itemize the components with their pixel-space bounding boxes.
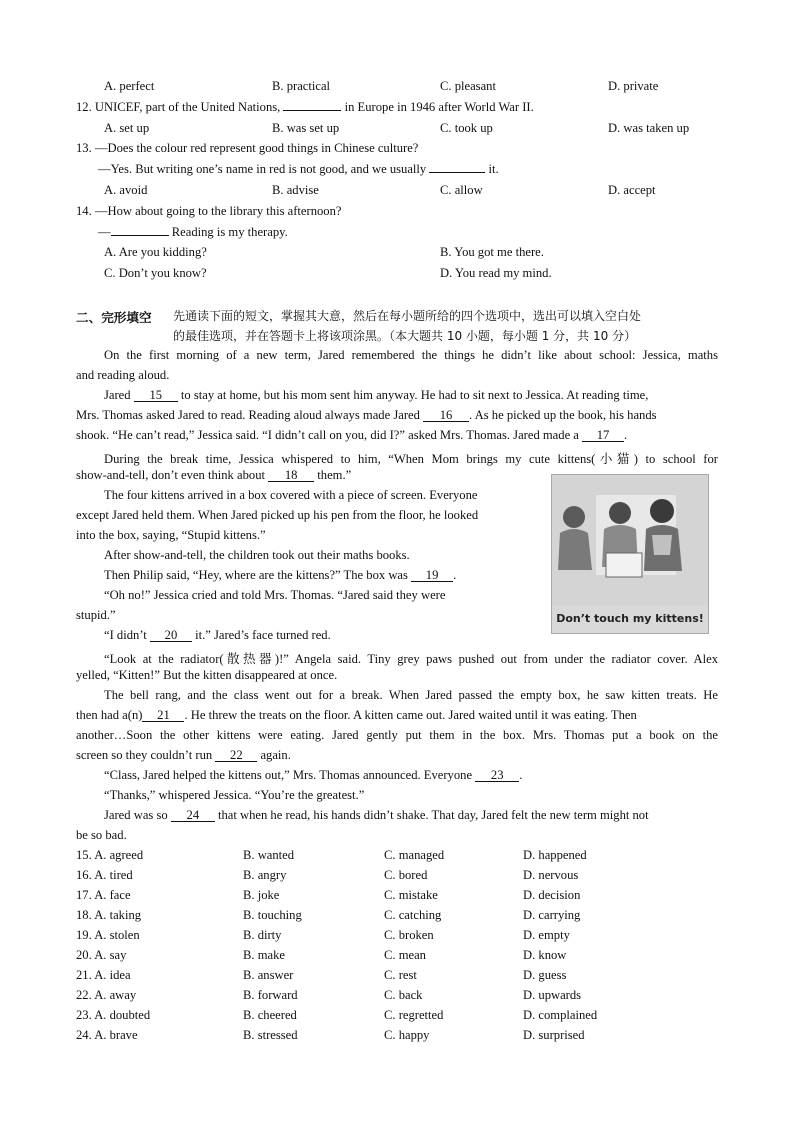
option-17-c: C. mistake: [384, 888, 438, 902]
option-20-c: C. mean: [384, 948, 426, 962]
passage-p13-line1: [76, 808, 718, 823]
q13-option-a: A. avoid: [104, 183, 148, 197]
q14-option-d: D. You read my mind.: [440, 266, 552, 280]
blank-23: 23: [475, 769, 519, 782]
option-16-c: C. bored: [384, 868, 428, 882]
passage-p13-line2: be so bad.: [76, 828, 127, 842]
kittens-illustration: [551, 474, 709, 634]
q12-option-b: B. was set up: [272, 121, 340, 135]
text-segment: “Class, Jared helped the kittens out,” Mrs. Thomas announced. Everyone: [104, 768, 476, 782]
q12-option-d: D. was taken up: [608, 121, 690, 135]
blank-18: 18: [268, 469, 314, 482]
option-19-b: B. dirty: [243, 928, 282, 942]
text-segment: .: [624, 428, 628, 442]
option-15-a: 15. A. agreed: [76, 848, 144, 862]
passage-p3-line1: During the break time, Jessica whispered to him, “When Mom brings my cute kittens(小猫) to school for: [104, 452, 718, 466]
q13-line2-post: it.: [485, 162, 499, 176]
option-16-b: B. angry: [243, 868, 287, 882]
option-22-d: D. upwards: [523, 988, 582, 1002]
q13-option-c: C. allow: [440, 183, 483, 197]
q11-option-d: D. private: [608, 79, 659, 93]
q13-blank: [429, 172, 485, 173]
passage-p2-line1: [76, 388, 718, 403]
option-20-b: B. make: [243, 948, 285, 962]
q13-stem-line1: 13. —Does the colour red represent good things in Chinese culture?: [76, 141, 419, 155]
q13-option-d: D. accept: [608, 183, 656, 197]
passage-p2-line2: [76, 408, 718, 423]
q12-option-c: C. took up: [440, 121, 493, 135]
option-24-c: C. happy: [384, 1028, 430, 1042]
passage-p2-line3: [76, 428, 718, 443]
children-drawing: [552, 475, 708, 605]
option-21-d: D. guess: [523, 968, 567, 982]
option-23-a: 23. A. doubted: [76, 1008, 151, 1022]
option-17-b: B. joke: [243, 888, 280, 902]
option-18-c: C. catching: [384, 908, 442, 922]
passage-p6: [104, 568, 456, 583]
section2-title: 二、完形填空: [76, 310, 152, 325]
option-21-b: B. answer: [243, 968, 294, 982]
passage-p5: After show-and-tell, the children took out their maths books.: [104, 548, 410, 562]
option-22-c: C. back: [384, 988, 423, 1002]
q14-stem-line1: 14. —How about going to the library this afternoon?: [76, 204, 342, 218]
option-19-a: 19. A. stolen: [76, 928, 140, 942]
text-segment: show-and-tell, don’t even think about: [76, 468, 269, 482]
text-segment: .: [453, 568, 457, 582]
option-19-d: D. empty: [523, 928, 570, 942]
q13-option-b: B. advise: [272, 183, 319, 197]
blank-21: 21: [142, 709, 184, 722]
option-19-c: C. broken: [384, 928, 434, 942]
blank-20: 20: [150, 629, 192, 642]
q14-option-c: C. Don’t you know?: [104, 266, 207, 280]
text-segment: shook. “He can’t read,” Jessica said. “I didn’t call on you, did I?” asked Mrs. Thomas. Jared made a: [76, 428, 583, 442]
passage-p12: “Thanks,” whispered Jessica. “You’re the greatest.”: [104, 788, 365, 802]
q13-stem-line2: [98, 162, 499, 177]
option-18-b: B. touching: [243, 908, 302, 922]
text-segment: again.: [257, 748, 291, 762]
text-segment: . As he picked up the book, his hands: [469, 408, 657, 422]
q14-option-b: B. You got me there.: [440, 245, 544, 259]
option-20-a: 20. A. say: [76, 948, 127, 962]
q14-line2-pre: —: [98, 225, 111, 239]
text-segment: then had a(n): [76, 708, 143, 722]
passage-p9-line1: “Look at the radiator(散热器)!” Angela said. Tiny grey paws pushed out from under the radiator cover. Alex: [104, 652, 718, 666]
q11-option-c: C. pleasant: [440, 79, 496, 93]
blank-22: 22: [215, 749, 257, 762]
text-segment: .: [519, 768, 523, 782]
passage-p11: [76, 768, 718, 783]
text-segment: them.”: [314, 468, 352, 482]
text-segment: . He threw the treats on the floor. A kitten came out. Jared waited until it was eating. Then: [184, 708, 637, 722]
blank-24: 24: [171, 809, 215, 822]
q14-blank: [111, 235, 169, 236]
section2-instruction-line2: 的最佳选项，并在答题卡上将该项涂黑。（本大题共 10 小题，每小题 1 分，共 10 分）: [173, 329, 637, 343]
option-17-d: D. decision: [523, 888, 581, 902]
passage-p10-line4: [76, 748, 718, 763]
q12-option-a: A. set up: [104, 121, 150, 135]
option-23-d: D. complained: [523, 1008, 598, 1022]
option-15-c: C. managed: [384, 848, 445, 862]
passage-p10-line2: [76, 708, 718, 723]
blank-16: 16: [423, 409, 469, 422]
option-23-c: C. regretted: [384, 1008, 444, 1022]
text-segment: “I didn’t: [104, 628, 150, 642]
text-segment: Jared: [104, 388, 134, 402]
text-segment: to stay at home, but his mom sent him anyway. He had to sit next to Jessica. At reading time,: [177, 388, 649, 402]
option-24-d: D. surprised: [523, 1028, 585, 1042]
passage-p10-line1: The bell rang, and the class went out for a break. When Jared passed the empty box, he saw kitten treats. He: [104, 688, 718, 702]
blank-15: 15: [134, 389, 178, 402]
q14-option-a: A. Are you kidding?: [104, 245, 207, 259]
text-segment: that when he read, his hands didn’t shake. That day, Jared felt the new term might not: [214, 808, 649, 822]
option-16-a: 16. A. tired: [76, 868, 133, 882]
passage-p7-line1: “Oh no!” Jessica cried and told Mrs. Thomas. “Jared said they were: [104, 588, 446, 602]
q11-option-b: B. practical: [272, 79, 331, 93]
text-segment: Jared was so: [104, 808, 171, 822]
text-segment: screen so they couldn’t run: [76, 748, 216, 762]
passage-p4-line1: The four kittens arrived in a box covered with a piece of screen. Everyone: [104, 488, 478, 502]
option-18-a: 18. A. taking: [76, 908, 142, 922]
passage-p10-line3: another…Soon the other kittens were eating. Jared gently put them in the box. Mrs. Thomas put a book on the: [76, 728, 718, 742]
blank-19: 19: [411, 569, 453, 582]
option-22-b: B. forward: [243, 988, 298, 1002]
option-21-c: C. rest: [384, 968, 417, 982]
q12-blank: [283, 110, 341, 111]
q12-stem-post: in Europe in 1946 after World War II.: [341, 100, 534, 114]
q13-line2-pre: —Yes. But writing one’s name in red is not good, and we usually: [98, 162, 430, 176]
passage-p4-line3: into the box, saying, “Stupid kittens.”: [76, 528, 266, 542]
text-segment: Mrs. Thomas asked Jared to read. Reading aloud always made Jared: [76, 408, 424, 422]
option-17-a: 17. A. face: [76, 888, 131, 902]
passage-p7-line2: stupid.”: [76, 608, 116, 622]
option-22-a: 22. A. away: [76, 988, 137, 1002]
option-20-d: D. know: [523, 948, 567, 962]
text-segment: Then Philip said, “Hey, where are the kittens?” The box was: [104, 568, 412, 582]
passage-p4-line2: except Jared held them. When Jared picked up his pen from the floor, he looked: [76, 508, 479, 522]
text-segment: it.” Jared’s face turned red.: [191, 628, 331, 642]
passage-p1-line2: and reading aloud.: [76, 368, 170, 382]
blank-17: 17: [582, 429, 624, 442]
option-24-b: B. stressed: [243, 1028, 298, 1042]
q12-stem: [76, 100, 534, 115]
option-21-a: 21. A. idea: [76, 968, 131, 982]
option-18-d: D. carrying: [523, 908, 581, 922]
q12-stem-pre: 12. UNICEF, part of the United Nations,: [76, 100, 284, 114]
passage-p9-line2: yelled, “Kitten!” But the kitten disappeared at once.: [76, 668, 338, 682]
section2-instruction-line1: 先通读下面的短文，掌握其大意，然后在每小题所给的四个选项中，选出可以填入空白处: [173, 309, 642, 323]
option-16-d: D. nervous: [523, 868, 579, 882]
passage-p1-line1: On the first morning of a new term, Jared remembered the things he didn’t like about school: Jessica, maths: [104, 348, 718, 362]
option-24-a: 24. A. brave: [76, 1028, 138, 1042]
option-23-b: B. cheered: [243, 1008, 297, 1022]
illustration-caption: Don’t touch my kittens!: [556, 612, 704, 625]
passage-p8: [104, 628, 331, 643]
q14-line2-post: Reading is my therapy.: [168, 225, 288, 239]
q14-stem-line2: [98, 225, 288, 240]
option-15-b: B. wanted: [243, 848, 295, 862]
option-15-d: D. happened: [523, 848, 587, 862]
q11-option-a: A. perfect: [104, 79, 155, 93]
